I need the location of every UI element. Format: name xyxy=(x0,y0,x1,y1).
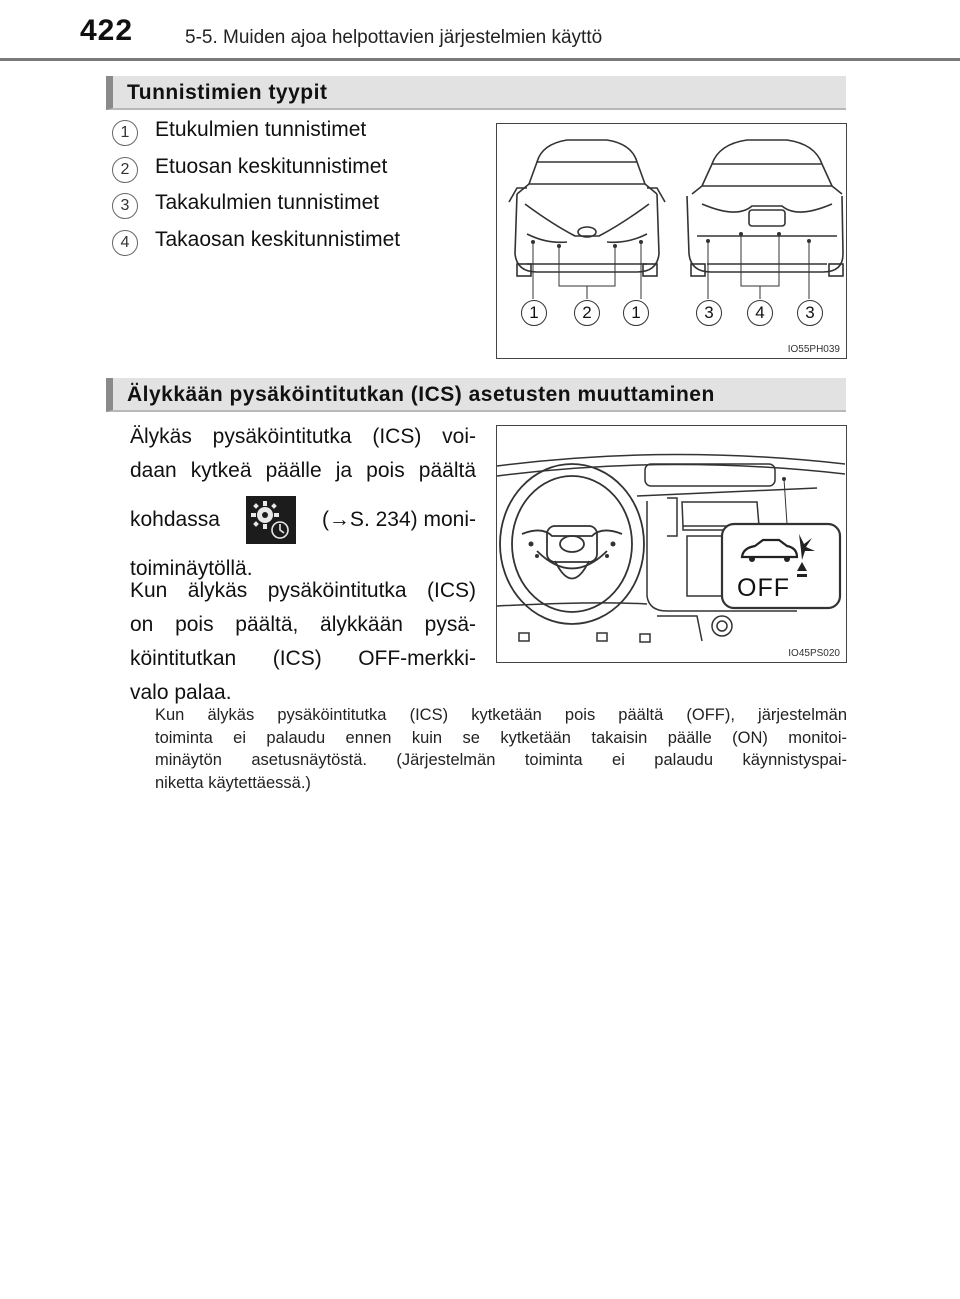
page-reference: (→S. 234) moni- xyxy=(321,508,476,531)
dashboard-figure xyxy=(496,425,847,663)
text-line: toiminäytöllä. xyxy=(130,557,253,580)
number-badge: 1 xyxy=(112,120,138,146)
text-line: minäytön asetusnäytöstä. (Järjestelmän toiminta ei palaudu käynnistyspai- xyxy=(155,751,847,769)
settings-gear-icon xyxy=(246,496,296,544)
sensor-label: Etuosan keskitunnistimet xyxy=(155,154,388,178)
sensor-list xyxy=(112,116,482,262)
page-number: 422 xyxy=(80,14,134,47)
chapter-title: 5-5. Muiden ajoa helpottavien järjestelmien käyttö xyxy=(185,27,603,48)
figure-code: IO55PH039 xyxy=(787,344,840,355)
text-line: toiminta ei palaudu ennen kuin se kytketään takaisin päälle (ON) monitoi- xyxy=(155,728,847,747)
section-heading-ics-settings xyxy=(106,378,846,412)
callout-front-corner-left: 1 xyxy=(521,300,547,326)
off-indicator-text: OFF xyxy=(737,574,790,602)
header-rule xyxy=(0,58,960,61)
car-front-rear-illustration xyxy=(497,124,845,357)
text-line: on pois päältä, älykkään pysä- xyxy=(130,613,476,636)
number-badge: 3 xyxy=(112,193,138,219)
text-line: Kun älykäs pysäköintitutka (ICS) xyxy=(130,579,476,602)
ics-note xyxy=(155,704,847,794)
text-line-with-icon xyxy=(130,488,476,552)
sensor-label: Takakulmien tunnistimet xyxy=(155,191,380,214)
callout-rear-corner-right: 3 xyxy=(797,300,823,326)
text-line: valo palaa. xyxy=(130,681,232,704)
list-item xyxy=(112,189,482,226)
callout-rear-corner-left: 3 xyxy=(696,300,722,326)
dashboard-illustration xyxy=(497,426,845,661)
number-badge: 2 xyxy=(112,157,138,183)
text-fragment: kohdassa xyxy=(130,508,220,531)
section-heading-sensor-types xyxy=(106,76,846,110)
text-line: daan kytkeä päälle ja pois päältä xyxy=(130,459,476,482)
text-line: Kun älykäs pysäköintitutka (ICS) kytketään pois päältä (OFF), järjestelmän xyxy=(155,706,847,724)
callout-front-corner-right: 1 xyxy=(623,300,649,326)
section-title: Älykkään pysäköintitutkan (ICS) asetusten muuttaminen xyxy=(127,383,715,406)
ics-paragraph-2 xyxy=(130,574,476,710)
sensor-location-figure xyxy=(496,123,847,359)
ics-paragraph-1 xyxy=(130,420,476,586)
section-title: Tunnistimien tyypit xyxy=(127,81,328,104)
text-line: köintitutkan (ICS) OFF-merkki- xyxy=(130,647,476,670)
callout-front-center: 2 xyxy=(574,300,600,326)
list-item xyxy=(112,226,482,263)
sensor-label: Takaosan keskitunnistimet xyxy=(155,227,401,251)
sensor-label: Etukulmien tunnistimet xyxy=(155,118,367,141)
number-badge: 4 xyxy=(112,230,138,256)
list-item xyxy=(112,116,482,153)
text-line: niketta käytettäessä.) xyxy=(155,773,311,792)
callout-rear-center: 4 xyxy=(747,300,773,326)
figure-code: IO45PS020 xyxy=(788,648,840,659)
list-item xyxy=(112,153,482,190)
text-line: Älykäs pysäköintitutka (ICS) voi- xyxy=(130,425,476,448)
